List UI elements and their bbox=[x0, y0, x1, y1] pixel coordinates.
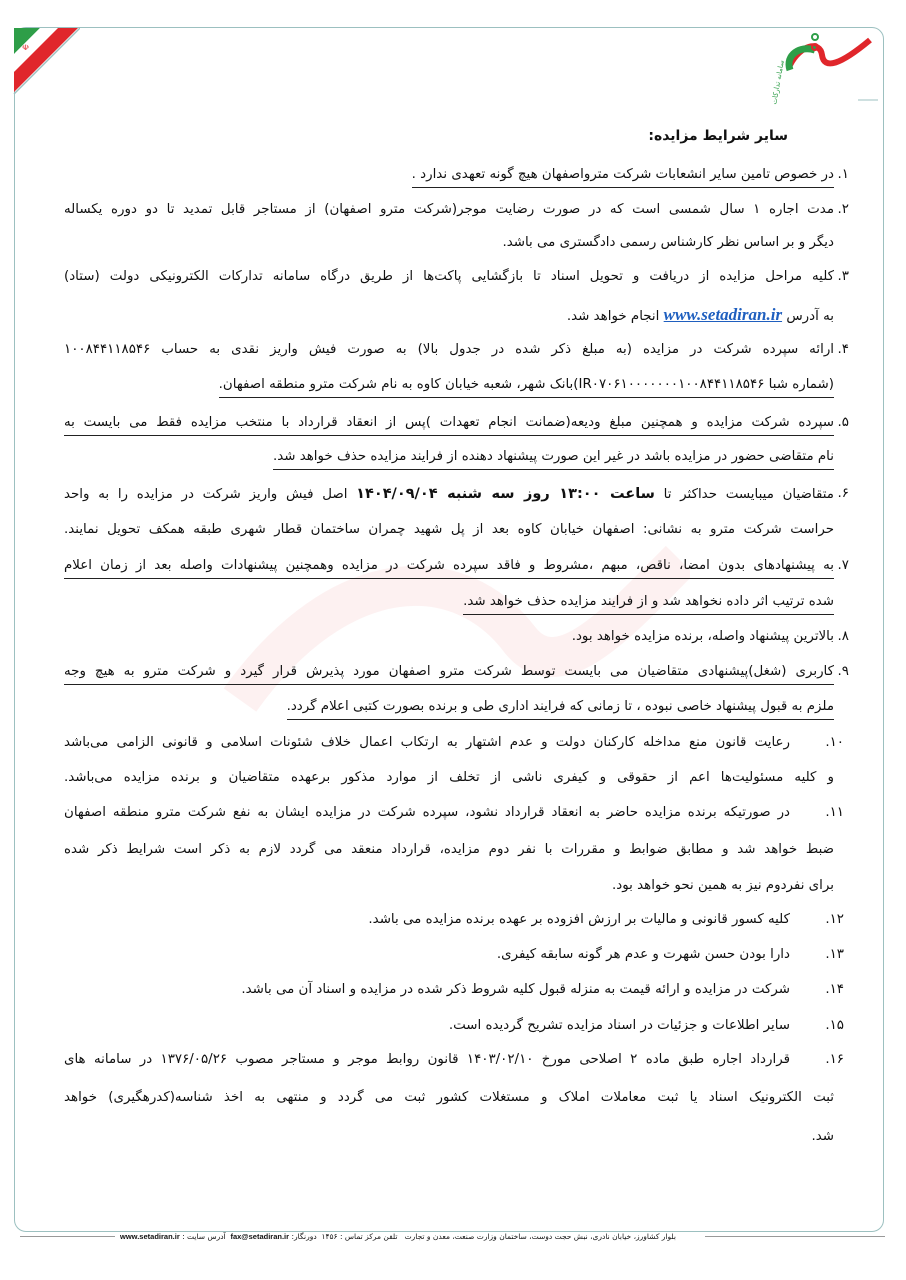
item-line: به پیشنهادهای بدون امضا، ناقص، مبهم ،مشروط و فاقد سپرده شرکت در مزایده وهمچنین پیشنهادات واصله بعد از زمان اعلام bbox=[64, 554, 834, 579]
item-line: سپرده شرکت مزایده و همچنین مبلغ ودیعه(ضمانت انجام تعهدات )پس از انعقاد قرارداد با منتخب مزایده فقط می بایست به bbox=[64, 411, 834, 436]
item-line: کلیه مراحل مزایده از دریافت و تحویل اسناد تا بازگشایی پاکت‌ها از طریق درگاه سامانه تدارکات الکترونیکی دولت (ستاد) bbox=[64, 269, 834, 284]
item-line: (شماره شبا IR۰۷۰۶۱۰۰۰۰۰۰۰۱۰۰۸۴۴۱۱۸۵۴۶)بانک شهر، شعبه خیابان کاوه به نام شرکت مترو منطقه اصفهان. bbox=[219, 373, 834, 398]
item-line: کلیه کسور قانونی و مالیات بر ارزش افزوده بر عهده برنده مزایده می باشد. bbox=[368, 912, 790, 927]
item-number: ۴. bbox=[837, 342, 849, 357]
item-line: ضبط خواهد شد و مطابق ضوابط و مقررات با نفر دوم مزایده، قرارداد منعقد می گردد لازم به ذکر است شرایط ذکر شده bbox=[64, 842, 834, 857]
footer-phone: تلفن مرکز تماس : ۱۴۵۶ bbox=[321, 1232, 398, 1241]
footer-divider bbox=[20, 1236, 115, 1237]
footer-site-link[interactable]: www.setadiran.ir bbox=[120, 1232, 180, 1241]
item-number: ۵. bbox=[837, 415, 849, 430]
section-title: سایر شرایط مزایده: bbox=[648, 128, 788, 144]
item-line bbox=[567, 303, 834, 327]
item-line: دیگر و بر اساس نظر کارشناس رسمی دادگستری می باشد. bbox=[502, 235, 834, 250]
item-line: بالاترین پیشنهاد واصله، برنده مزایده خواهد بود. bbox=[571, 629, 834, 644]
item-number: ۹. bbox=[837, 664, 849, 679]
item-line: شرکت در مزایده و ارائه قیمت به منزله قبول کلیه شروط ذکر شده در مزایده و اسناد آن می باشد. bbox=[241, 982, 790, 997]
item-line: مدت اجاره ۱ سال شمسی است که در صورت رضایت موجر(شرکت مترو اصفهان) از مستاجر قابل تمدید تا دو دوره یکساله bbox=[64, 202, 834, 217]
item-number: ۲. bbox=[837, 202, 849, 217]
item-number: ۳. bbox=[837, 269, 849, 284]
item-number: ۱۲. bbox=[825, 912, 844, 927]
item-line: و کلیه مسئولیت‌ها اعم از حقوقی و کیفری ناشی از تخلف از موارد مذکور برعهده متقاضیان و برنده مزایده می‌باشد. bbox=[64, 770, 834, 785]
item-line: شد. bbox=[811, 1129, 834, 1144]
footer-fax-label: دورنگار: bbox=[291, 1232, 317, 1241]
item-line: شده ترتیب اثر داده نخواهد شد و از فرایند مزایده حذف خواهد شد. bbox=[463, 590, 834, 615]
item-number: ۱. bbox=[837, 167, 849, 182]
item-line: ارائه سپرده شرکت در مزایده (به مبلغ ذکر شده در جدول بالا) به صورت فیش واریز نقدی به حساب ۱۰۰۸۴۴۱۱۸۵۴۶ bbox=[64, 342, 834, 357]
item-number: ۸. bbox=[837, 629, 849, 644]
item-line: سایر اطلاعات و جزئیات در اسناد مزایده تشریح گردیده است. bbox=[448, 1018, 790, 1033]
item-line: حراست شرکت مترو به نشانی: اصفهان خیابان کاوه بعد از پل شهید چمران ساختمان قطار شهری طبقه همکف تحویل نمایند. bbox=[64, 522, 834, 537]
item-number: ۱۴. bbox=[825, 982, 844, 997]
setadiran-link[interactable]: www.setadiran.ir bbox=[663, 305, 783, 324]
footer-site-label: آدرس سایت : bbox=[182, 1232, 226, 1241]
svg-text:سامانه تدارکات: سامانه تدارکات bbox=[770, 59, 786, 106]
deadline-text: ساعت ۱۳:۰۰ روز سه شنبه ۱۴۰۴/۰۹/۰۴ bbox=[356, 486, 655, 502]
item-text: انجام خواهد شد. bbox=[566, 309, 660, 324]
item-number: ۱۵. bbox=[825, 1018, 844, 1033]
iran-flag-corner bbox=[0, 20, 80, 100]
item-line: کاربری (شغل)پیشنهادی متقاضیان می بایست توسط شرکت مترو اصفهان مورد پذیرش قرار گیرد و شرکت مترو به هیچ وجه bbox=[64, 660, 834, 685]
item-text: متقاضیان میبایست حداکثر تا bbox=[663, 487, 834, 502]
item-line: در خصوص تامین سایر انشعابات شرکت متروا‌صفهان هیچ گونه تعهدی ندارد . bbox=[412, 163, 834, 188]
footer-address: بلوار کشاورز، خیابان نادری، نبش حجت دوست، ساختمان وزارت صنعت، معدن و تجارت bbox=[404, 1232, 676, 1241]
item-number: ۱۰. bbox=[825, 735, 844, 750]
item-line: دارا بودن حسن شهرت و عدم هر گونه سابقه کیفری. bbox=[496, 947, 790, 962]
item-text: به آدرس bbox=[786, 309, 834, 324]
item-line: در صورتیکه برنده مزایده حاضر به انعقاد قرارداد نشود، سپرده شرکت در مزایده ایشان به نفع شرکت مترو منطقه اصفهان bbox=[64, 805, 790, 820]
item-line: ملزم به قبول پیشنهاد خاصی نبوده ، تا زمانی که فرایند اداری طی و برنده بصورت کتبی اعلام گردد. bbox=[287, 695, 834, 720]
item-number: ۱۶. bbox=[825, 1052, 844, 1067]
item-number: ۷. bbox=[837, 558, 849, 573]
item-line: ثبت الکترونیک اسناد یا ثبت معاملات املاک و مستغلات کشور ثبت می گردد و منتهی به اخذ شناسه(کدرهگیری) خواهد bbox=[64, 1090, 834, 1105]
footer-divider bbox=[705, 1236, 885, 1237]
item-number: ۶. bbox=[837, 486, 849, 501]
item-line: رعایت قانون منع مداخله کارکنان دولت و عدم اشتهار به ارتکاب اعمال خلاف شئونات اسلامی و قانونی الزامی می‌باشد bbox=[64, 735, 790, 750]
item-line bbox=[64, 482, 834, 506]
item-number: ۱۳. bbox=[825, 947, 844, 962]
footer-fax[interactable]: fax@setadiran.ir bbox=[230, 1232, 290, 1241]
footer bbox=[120, 1232, 700, 1241]
item-text: اصل فیش واریز شرکت در مزایده را به واحد bbox=[64, 487, 348, 502]
item-line: برای نفردوم نیز به همین نحو خواهد بود. bbox=[612, 878, 834, 893]
setad-logo bbox=[760, 25, 880, 115]
item-number: ۱۱. bbox=[825, 805, 844, 820]
item-line: نام متقاضی حضور در مزایده باشد در غیر این صورت پیشنهاد دهنده از فرایند مزایده حذف خواهد شد. bbox=[273, 445, 834, 470]
item-line: قرارداد اجاره طبق ماده ۲ اصلاحی مورخ ۱۴۰۳/۰۲/۱۰ قانون روابط موجر و مستاجر مصوب ۱۳۷۶/۰۵/۲۶ در سامانه های bbox=[64, 1052, 790, 1067]
svg-text:☫: ☫ bbox=[22, 43, 30, 52]
